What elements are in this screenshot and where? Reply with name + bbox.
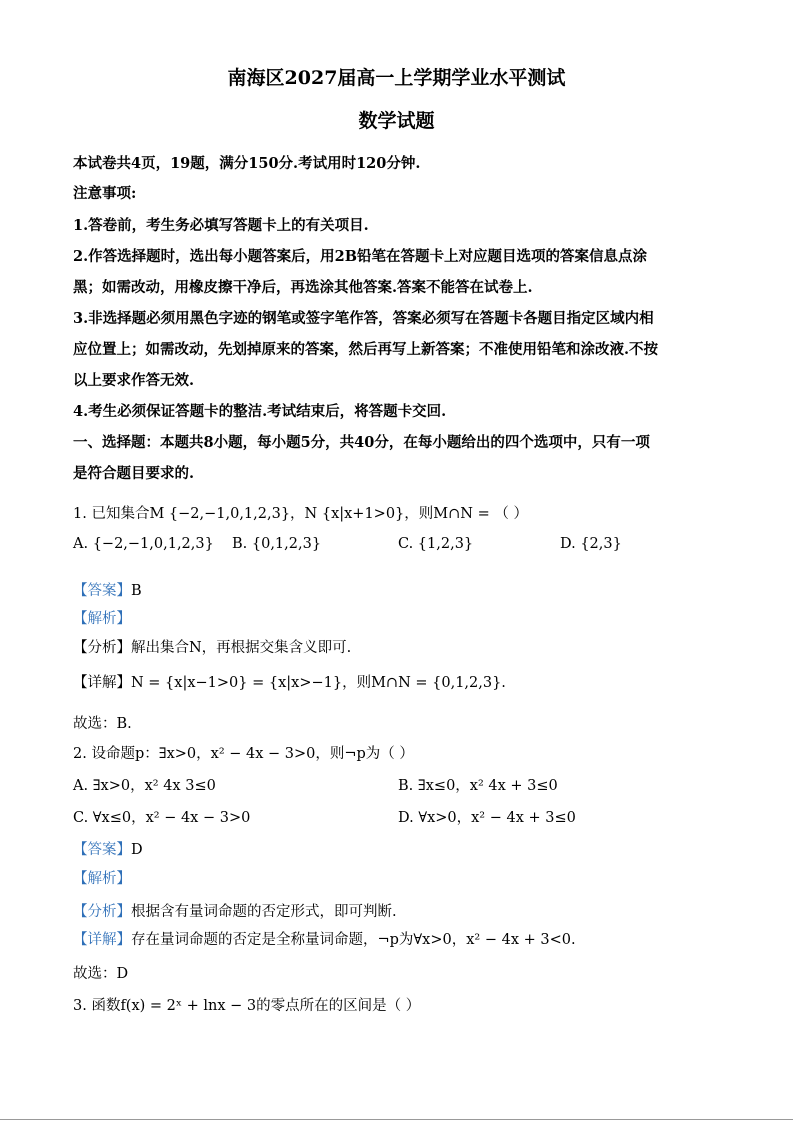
analysis-tag: 【解析】 — [73, 871, 131, 887]
question-2-option-d: D. ∀x>0，x² − 4x + 3≤0 — [398, 810, 576, 826]
answer-value: D — [131, 842, 143, 858]
question-2-analysis-heading — [73, 867, 131, 888]
detail-text: N = {x|x−1>0} = {x|x>−1}，则M∩N = {0,1,2,3}. — [131, 675, 506, 691]
page-subtitle: 数学试题 — [358, 110, 435, 132]
page-bottom-rule — [0, 1119, 793, 1120]
question-1-conclusion: 故选：B. — [73, 716, 132, 732]
question-2-option-c: C. ∀x≤0，x² − 4x − 3>0 — [73, 810, 251, 826]
detail-text: 存在量词命题的否定是全称量词命题，¬p为∀x>0，x² − 4x + 3<0. — [131, 932, 576, 948]
question-2-detail — [73, 928, 576, 949]
notice-title: 注意事项: — [73, 185, 137, 202]
fenxi-text: 根据含有量词命题的否定形式，即可判断. — [131, 904, 397, 920]
question-2-option-a: A. ∃x>0，x² 4x 3≤0 — [73, 778, 216, 794]
analysis-tag: 【解析】 — [73, 611, 131, 627]
instructions-intro: 本试卷共4页，19题，满分150分.考试用时120分钟. — [73, 155, 421, 172]
question-2-option-b: B. ∃x≤0，x² 4x + 3≤0 — [398, 778, 558, 794]
question-1-option-a: A. {−2,−1,0,1,2,3} — [73, 536, 214, 552]
question-2-conclusion: 故选：D — [73, 966, 129, 982]
notice-item-3-line-2: 应位置上；如需改动，先划掉原来的答案，然后再写上新答案；不准使用铅笔和涂改液.不按 — [73, 341, 659, 358]
answer-tag: 【答案】 — [73, 842, 131, 858]
notice-item-3-line-3: 以上要求作答无效. — [73, 372, 195, 389]
page-title: 南海区2027届高一上学期学业水平测试 — [227, 67, 566, 89]
question-2-stem: 2. 设命题p：∃x>0，x² − 4x − 3>0，则¬p为（ ） — [73, 746, 414, 762]
question-1-option-d: D. {2,3} — [560, 536, 622, 552]
notice-item-2-line-1: 2.作答选择题时，选出每小题答案后，用2B铅笔在答题卡上对应题目选项的答案信息点涂 — [73, 248, 647, 265]
answer-tag: 【答案】 — [73, 583, 131, 599]
question-2-answer — [73, 838, 143, 859]
question-1-fenxi — [73, 636, 351, 657]
answer-value: B — [131, 583, 142, 599]
fenxi-text: 解出集合N，再根据交集含义即可. — [131, 640, 352, 656]
notice-item-4: 4.考生必须保证答题卡的整洁.考试结束后，将答题卡交回. — [73, 403, 447, 420]
question-1-answer — [73, 579, 142, 600]
question-2-fenxi — [73, 900, 397, 921]
notice-item-3-line-1: 3.非选择题必须用黑色字迹的钢笔或签字笔作答，答案必须写在答题卡各题目指定区域内相 — [73, 310, 654, 327]
question-1-analysis-heading — [73, 607, 131, 628]
detail-tag: 【详解】 — [73, 675, 131, 691]
notice-item-1: 1.答卷前，考生务必填写答题卡上的有关项目. — [73, 217, 369, 234]
question-1-detail — [73, 671, 506, 692]
detail-tag: 【详解】 — [73, 932, 131, 948]
question-1-stem: 1. 已知集合M {−2,−1,0,1,2,3}，N {x|x+1>0}，则M∩N = （ ） — [73, 506, 528, 522]
notice-item-2-line-2: 黑；如需改动，用橡皮擦干净后，再选涂其他答案.答案不能答在试卷上. — [73, 279, 533, 296]
section-1-heading-line-2: 是符合题目要求的. — [73, 465, 195, 482]
fenxi-tag: 【分析】 — [73, 904, 131, 920]
question-1-option-c: C. {1,2,3} — [398, 536, 474, 552]
fenxi-tag: 【分析】 — [73, 640, 131, 656]
section-1-heading-line-1: 一、选择题：本题共8小题，每小题5分，共40分，在每小题给出的四个选项中，只有一项 — [73, 434, 650, 451]
question-1-option-b: B. {0,1,2,3} — [232, 536, 322, 552]
question-3-stem: 3. 函数f(x) = 2ˣ + lnx − 3的零点所在的区间是（ ） — [73, 998, 421, 1014]
